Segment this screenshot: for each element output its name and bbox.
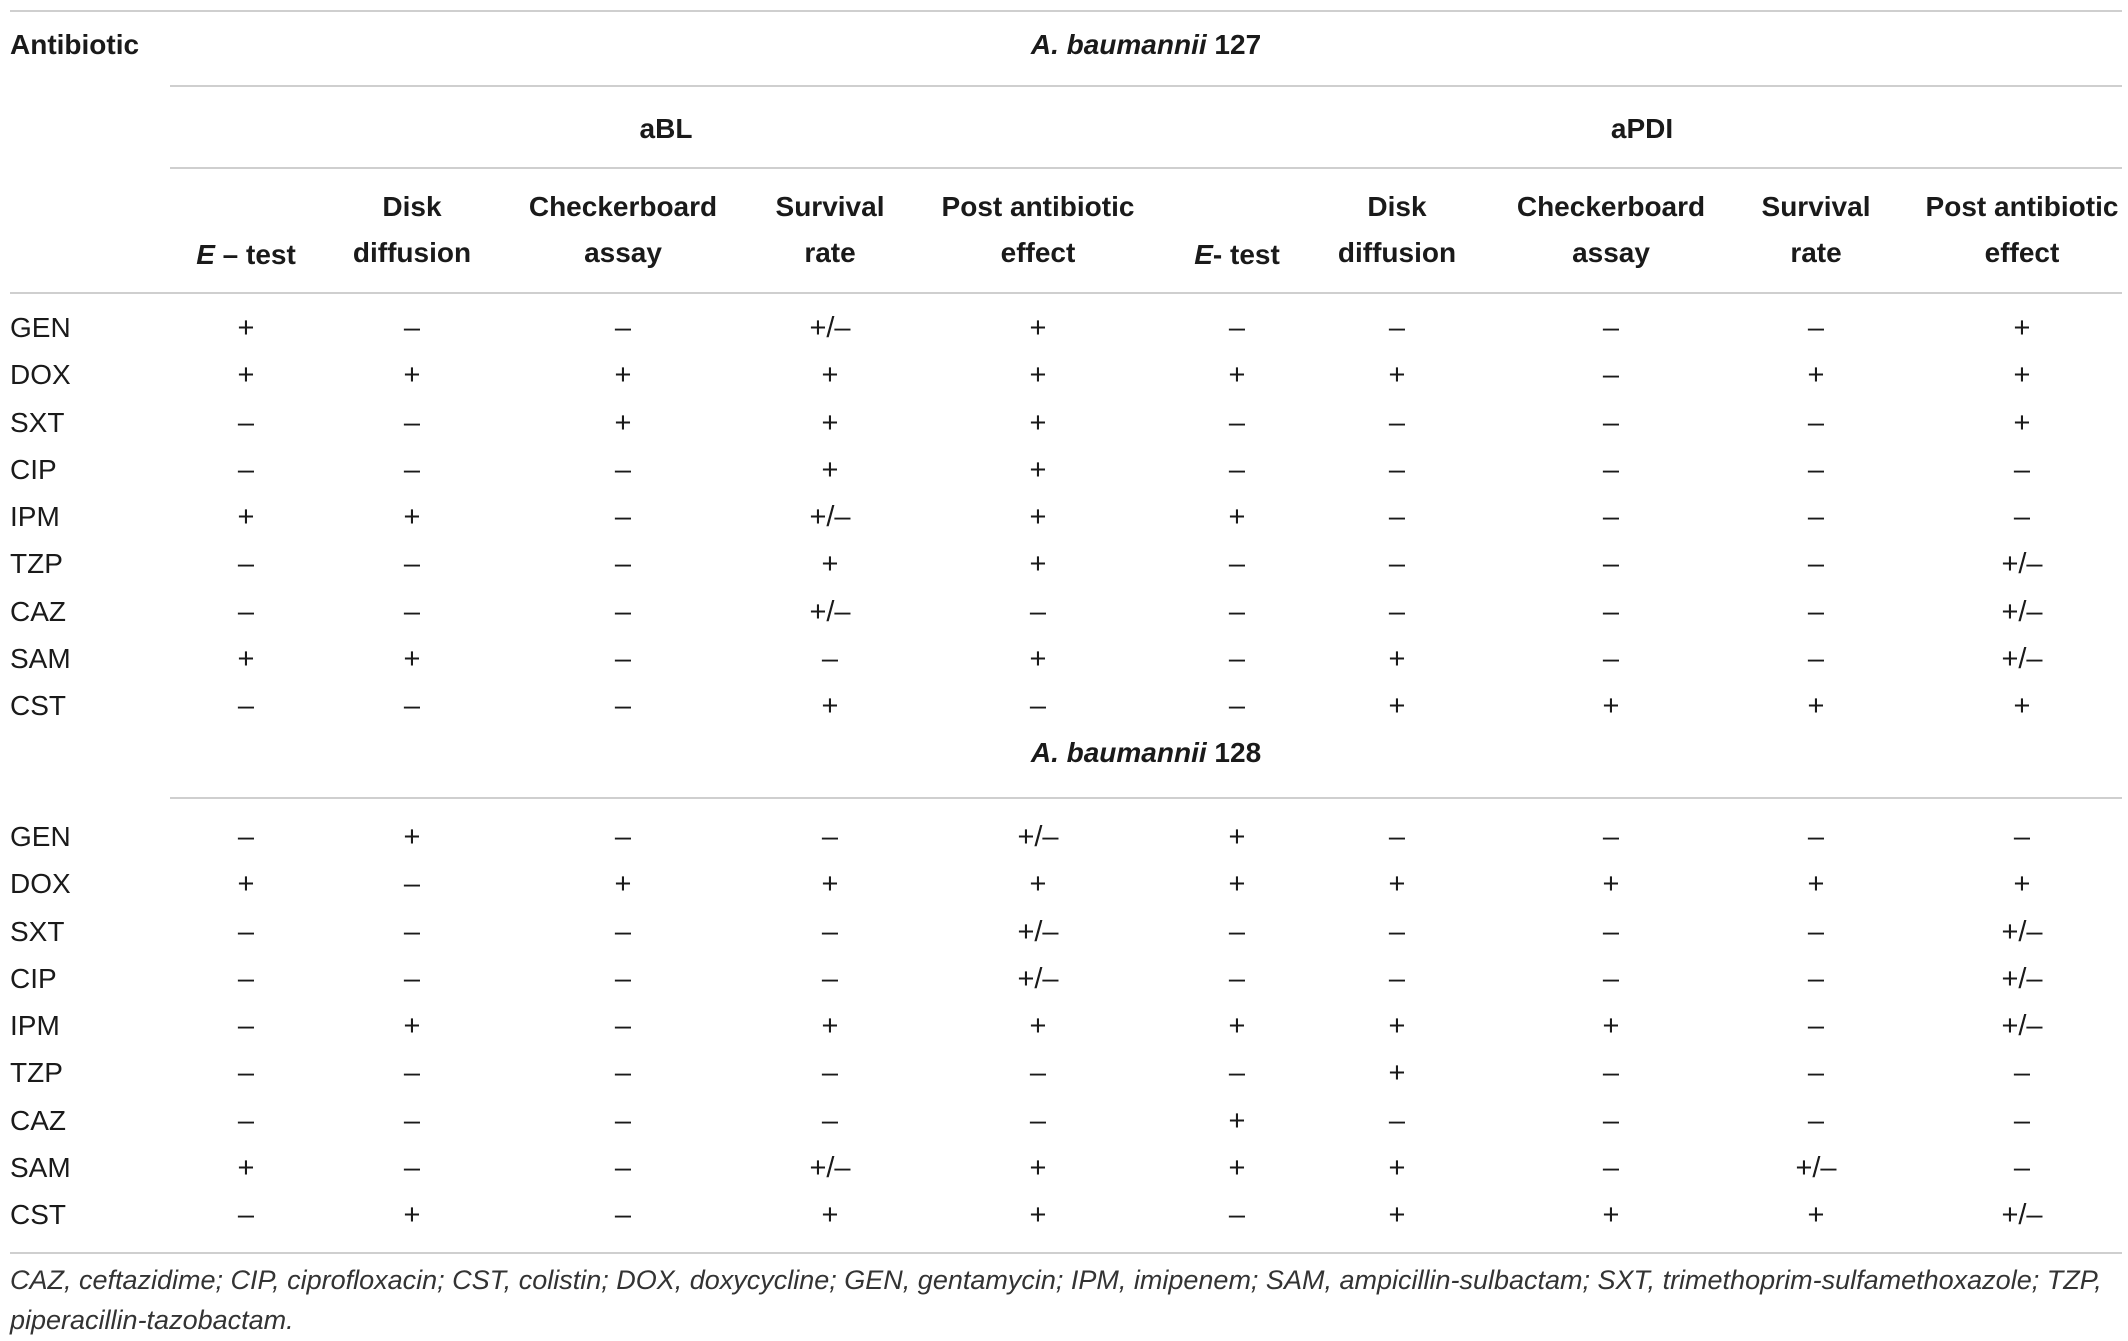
table-cell: – — [821, 1057, 839, 1090]
table-cell: + — [821, 1199, 839, 1231]
rule-top — [10, 10, 2122, 12]
table-cell: – — [237, 821, 255, 853]
table-cell: +/– — [2001, 1199, 2043, 1231]
table-cell: – — [1602, 915, 1620, 948]
table-cell: – — [1029, 595, 1047, 628]
table-cell: – — [614, 642, 632, 675]
rule-strain127 — [170, 85, 2122, 87]
table-cell: + — [1228, 821, 1246, 853]
table-cell: – — [1602, 312, 1620, 344]
table-cell: – — [1388, 501, 1406, 533]
table-cell: + — [403, 642, 421, 675]
table-cell: – — [1602, 1104, 1620, 1137]
table-cell: – — [1029, 1057, 1047, 1090]
group-apdi-header: aPDI — [1610, 113, 1674, 144]
table-cell: – — [2013, 501, 2031, 533]
row-label-cst: CST — [10, 690, 66, 721]
table-cell: +/– — [1795, 1151, 1837, 1184]
table-cell: + — [821, 868, 839, 901]
rule-strain128 — [170, 797, 2122, 799]
row-label-cst: CST — [10, 1199, 66, 1230]
table-cell: +/– — [1017, 821, 1059, 853]
row-label-ipm: IPM — [10, 1010, 60, 1041]
table-cell: + — [1388, 1199, 1406, 1231]
table-cell: – — [1807, 962, 1825, 995]
table-cell: + — [1029, 1151, 1047, 1184]
table-cell: – — [237, 1104, 255, 1137]
row-label-cip: CIP — [10, 453, 57, 485]
table-cell: – — [1602, 595, 1620, 628]
table-cell: – — [1228, 1199, 1246, 1231]
table-cell: +/– — [2001, 962, 2043, 995]
table-cell: + — [1228, 359, 1246, 392]
table-cell: + — [1602, 1010, 1620, 1042]
table-cell: + — [1029, 453, 1047, 486]
table-cell: + — [2013, 359, 2031, 392]
table-cell: – — [1228, 595, 1246, 628]
table-cell: + — [403, 501, 421, 533]
table-cell: + — [1807, 1199, 1825, 1231]
table-cell: – — [821, 821, 839, 853]
table-cell: – — [614, 595, 632, 628]
column-header-2: Disk diffusion — [352, 191, 472, 268]
table-cell: + — [821, 359, 839, 392]
table-cell: +/– — [809, 501, 851, 533]
table-cell: + — [2013, 690, 2031, 722]
table-cell: – — [2013, 1104, 2031, 1137]
table-cell: – — [1807, 821, 1825, 853]
strain-127-title: A. baumannii 127 — [1030, 29, 1262, 60]
table-cell: + — [237, 1151, 255, 1184]
table-cell: – — [1228, 915, 1246, 948]
table-cell: – — [237, 690, 255, 722]
table-cell: + — [821, 406, 839, 439]
table-cell: + — [614, 359, 632, 392]
table-cell: + — [1029, 868, 1047, 901]
table-cell: – — [1807, 915, 1825, 948]
row-label-ipm: IPM — [10, 501, 60, 532]
table-cell: – — [614, 1057, 632, 1090]
table-cell: + — [1388, 642, 1406, 675]
table-cell: – — [1807, 453, 1825, 486]
row-label-dox: DOX — [10, 868, 71, 900]
table-cell: – — [1388, 548, 1406, 581]
row-label-caz: CAZ — [10, 595, 66, 627]
table-cell: – — [614, 1010, 632, 1042]
table-cell: – — [1602, 359, 1620, 392]
table-cell: – — [614, 1199, 632, 1231]
table-cell: – — [2013, 1151, 2031, 1184]
table-cell: – — [1807, 595, 1825, 628]
table-cell: + — [1807, 359, 1825, 392]
table-cell: – — [1228, 1057, 1246, 1090]
table-cell: – — [1602, 1057, 1620, 1090]
antibiotic-header: Antibiotic — [10, 29, 140, 60]
table-cell: + — [1602, 868, 1620, 901]
table-cell: + — [1807, 868, 1825, 901]
table-cell: +/– — [1017, 962, 1059, 995]
table-cell: – — [821, 915, 839, 948]
table-cell: – — [1807, 1104, 1825, 1137]
table-cell: +/– — [809, 1151, 851, 1184]
table-cell: + — [403, 1010, 421, 1042]
table-cell: + — [2013, 312, 2031, 344]
table-cell: + — [1228, 501, 1246, 533]
table-cell: – — [1602, 642, 1620, 675]
table-cell: + — [821, 548, 839, 581]
table-cell: – — [237, 962, 255, 995]
table-cell: – — [614, 962, 632, 995]
table-cell: – — [403, 962, 421, 995]
table-cell: +/– — [809, 595, 851, 628]
table-cell: – — [403, 868, 421, 901]
table-cell: +/– — [2001, 642, 2043, 675]
table-cell: – — [237, 1199, 255, 1231]
table-cell: + — [237, 359, 255, 392]
table-cell: – — [614, 1151, 632, 1184]
table-cell: – — [2013, 453, 2031, 486]
column-header-1: E – test — [196, 239, 296, 270]
table-cell: – — [403, 1057, 421, 1090]
table-cell: – — [403, 1104, 421, 1137]
table-cell: – — [237, 1057, 255, 1090]
table-cell: +/– — [809, 312, 851, 344]
row-label-caz: CAZ — [10, 1104, 66, 1136]
table-cell: – — [2013, 1057, 2031, 1090]
table-cell: + — [1029, 359, 1047, 392]
column-header-9: Survival rate — [1761, 191, 1871, 268]
table-cell: – — [1228, 453, 1246, 486]
row-label-cip: CIP — [10, 962, 57, 994]
table-cell: – — [237, 915, 255, 948]
table-cell: – — [1807, 312, 1825, 344]
table-cell: – — [821, 642, 839, 675]
table-cell: + — [614, 868, 632, 901]
row-label-gen: GEN — [10, 821, 71, 852]
table-cell: + — [1029, 1199, 1047, 1231]
table-cell: + — [403, 1199, 421, 1231]
table-cell: – — [1388, 595, 1406, 628]
table-cell: – — [1388, 1104, 1406, 1137]
table-cell: – — [614, 821, 632, 853]
table-cell: + — [1388, 1151, 1406, 1184]
table-cell: – — [1602, 453, 1620, 486]
table-cell: – — [614, 915, 632, 948]
table-cell: – — [237, 1010, 255, 1042]
table-cell: + — [1228, 1151, 1246, 1184]
table-cell: + — [821, 453, 839, 486]
table-cell: – — [1029, 1104, 1047, 1137]
table-cell: + — [1602, 1199, 1620, 1231]
table-cell: – — [1228, 406, 1246, 439]
table-cell: + — [1029, 642, 1047, 675]
table-cell: – — [1602, 821, 1620, 853]
table-cell: + — [1388, 868, 1406, 901]
column-header-3: Checkerboard assay — [528, 191, 718, 268]
table-cell: – — [237, 595, 255, 628]
table-cell: – — [1602, 406, 1620, 439]
table-cell: – — [403, 406, 421, 439]
row-label-sxt: SXT — [10, 915, 65, 947]
table-cell: – — [614, 453, 632, 486]
table-cell: – — [403, 690, 421, 722]
table-cell: – — [403, 1151, 421, 1184]
table-cell: – — [1228, 548, 1246, 581]
table-cell: + — [237, 642, 255, 675]
table-cell: + — [1228, 868, 1246, 901]
table-cell: – — [1602, 501, 1620, 533]
column-header-5: Post antibiotic effect — [941, 191, 1135, 268]
table-cell: – — [403, 453, 421, 486]
table-cell: – — [1388, 312, 1406, 344]
table-cell: – — [1388, 962, 1406, 995]
table-cell: – — [1807, 642, 1825, 675]
table-cell: + — [1029, 406, 1047, 439]
table-cell: – — [1602, 962, 1620, 995]
table-cell: – — [1602, 548, 1620, 581]
table-cell: + — [1388, 359, 1406, 392]
table-cell: + — [2013, 406, 2031, 439]
table-cell: – — [614, 548, 632, 581]
table-cell: – — [237, 406, 255, 439]
table-cell: + — [2013, 868, 2031, 901]
table-cell: + — [1388, 1057, 1406, 1090]
table-cell: – — [1807, 1057, 1825, 1090]
table-cell: – — [1807, 1010, 1825, 1042]
row-label-tzp: TZP — [10, 1057, 63, 1089]
table-cell: + — [237, 312, 255, 344]
row-label-gen: GEN — [10, 312, 71, 343]
table-cell: – — [821, 1104, 839, 1137]
table-cell: – — [614, 501, 632, 533]
table-cell: + — [237, 501, 255, 533]
table-cell: + — [1228, 1104, 1246, 1137]
table-cell: + — [614, 406, 632, 439]
table-cell: – — [2013, 821, 2031, 853]
table-cell: – — [1807, 501, 1825, 533]
table-cell: + — [1029, 548, 1047, 581]
table-cell: + — [1029, 312, 1047, 344]
row-label-dox: DOX — [10, 359, 71, 391]
column-header-6: E- test — [1194, 239, 1280, 270]
table-cell: +/– — [2001, 548, 2043, 581]
strain-128-title: A. baumannii 128 — [1030, 737, 1262, 768]
table-cell: + — [821, 690, 839, 722]
table-cell: – — [614, 312, 632, 344]
table-cell: +/– — [2001, 1010, 2043, 1042]
rule-header-bottom — [10, 292, 2122, 294]
table-cell: + — [1807, 690, 1825, 722]
table-cell: + — [403, 821, 421, 853]
table-cell: – — [614, 690, 632, 722]
table-cell: – — [1388, 915, 1406, 948]
column-header-8: Checkerboard assay — [1516, 191, 1706, 268]
table-cell: – — [1388, 406, 1406, 439]
table-cell: – — [1388, 453, 1406, 486]
table-cell: – — [237, 548, 255, 581]
table-cell: – — [821, 962, 839, 995]
table-cell: – — [1228, 690, 1246, 722]
table-cell: – — [1029, 690, 1047, 722]
row-label-sxt: SXT — [10, 406, 65, 438]
table-cell: – — [1228, 312, 1246, 344]
table-cell: – — [1388, 821, 1406, 853]
table-cell: – — [1228, 642, 1246, 675]
table-cell: +/– — [2001, 595, 2043, 628]
row-label-sam: SAM — [10, 642, 71, 674]
table-cell: – — [1228, 962, 1246, 995]
column-header-4: Survival rate — [775, 191, 885, 268]
table-cell: – — [403, 915, 421, 948]
group-abl-header: aBL — [639, 113, 693, 144]
table-cell: + — [1228, 1010, 1246, 1042]
table-cell: – — [1807, 548, 1825, 581]
table-cell: – — [403, 312, 421, 344]
table-cell: + — [403, 359, 421, 392]
table-cell: – — [614, 1104, 632, 1137]
table-cell: – — [1602, 1151, 1620, 1184]
table-cell: – — [237, 453, 255, 486]
table-cell: – — [1807, 406, 1825, 439]
table-cell: – — [403, 595, 421, 628]
table-cell: + — [237, 868, 255, 901]
row-label-sam: SAM — [10, 1151, 71, 1183]
table-cell: + — [1602, 690, 1620, 722]
table-cell: + — [821, 1010, 839, 1042]
table-cell: + — [1388, 1010, 1406, 1042]
row-label-tzp: TZP — [10, 548, 63, 580]
results-table — [10, 0, 2122, 1341]
table-cell: +/– — [1017, 915, 1059, 948]
table-cell: – — [403, 548, 421, 581]
rule-groups — [170, 167, 2122, 169]
column-header-10: Post antibiotic effect — [1925, 191, 2119, 268]
table-cell: + — [1029, 1010, 1047, 1042]
table-cell: +/– — [2001, 915, 2043, 948]
table-cell: + — [1029, 501, 1047, 533]
table-cell: + — [1388, 690, 1406, 722]
table-footnote: CAZ, ceftazidime; CIP, ciprofloxacin; CST, colistin; DOX, doxycycline; GEN, gentamycin; IPM, imipenem; SAM, ampicillin-sulbactam; SXT, trimethoprim-sulfamethoxazole; TZP, piperacillin-tazobactam. — [10, 1265, 2102, 1335]
column-header-7: Disk diffusion — [1337, 191, 1457, 268]
rule-bottom — [10, 1252, 2122, 1254]
